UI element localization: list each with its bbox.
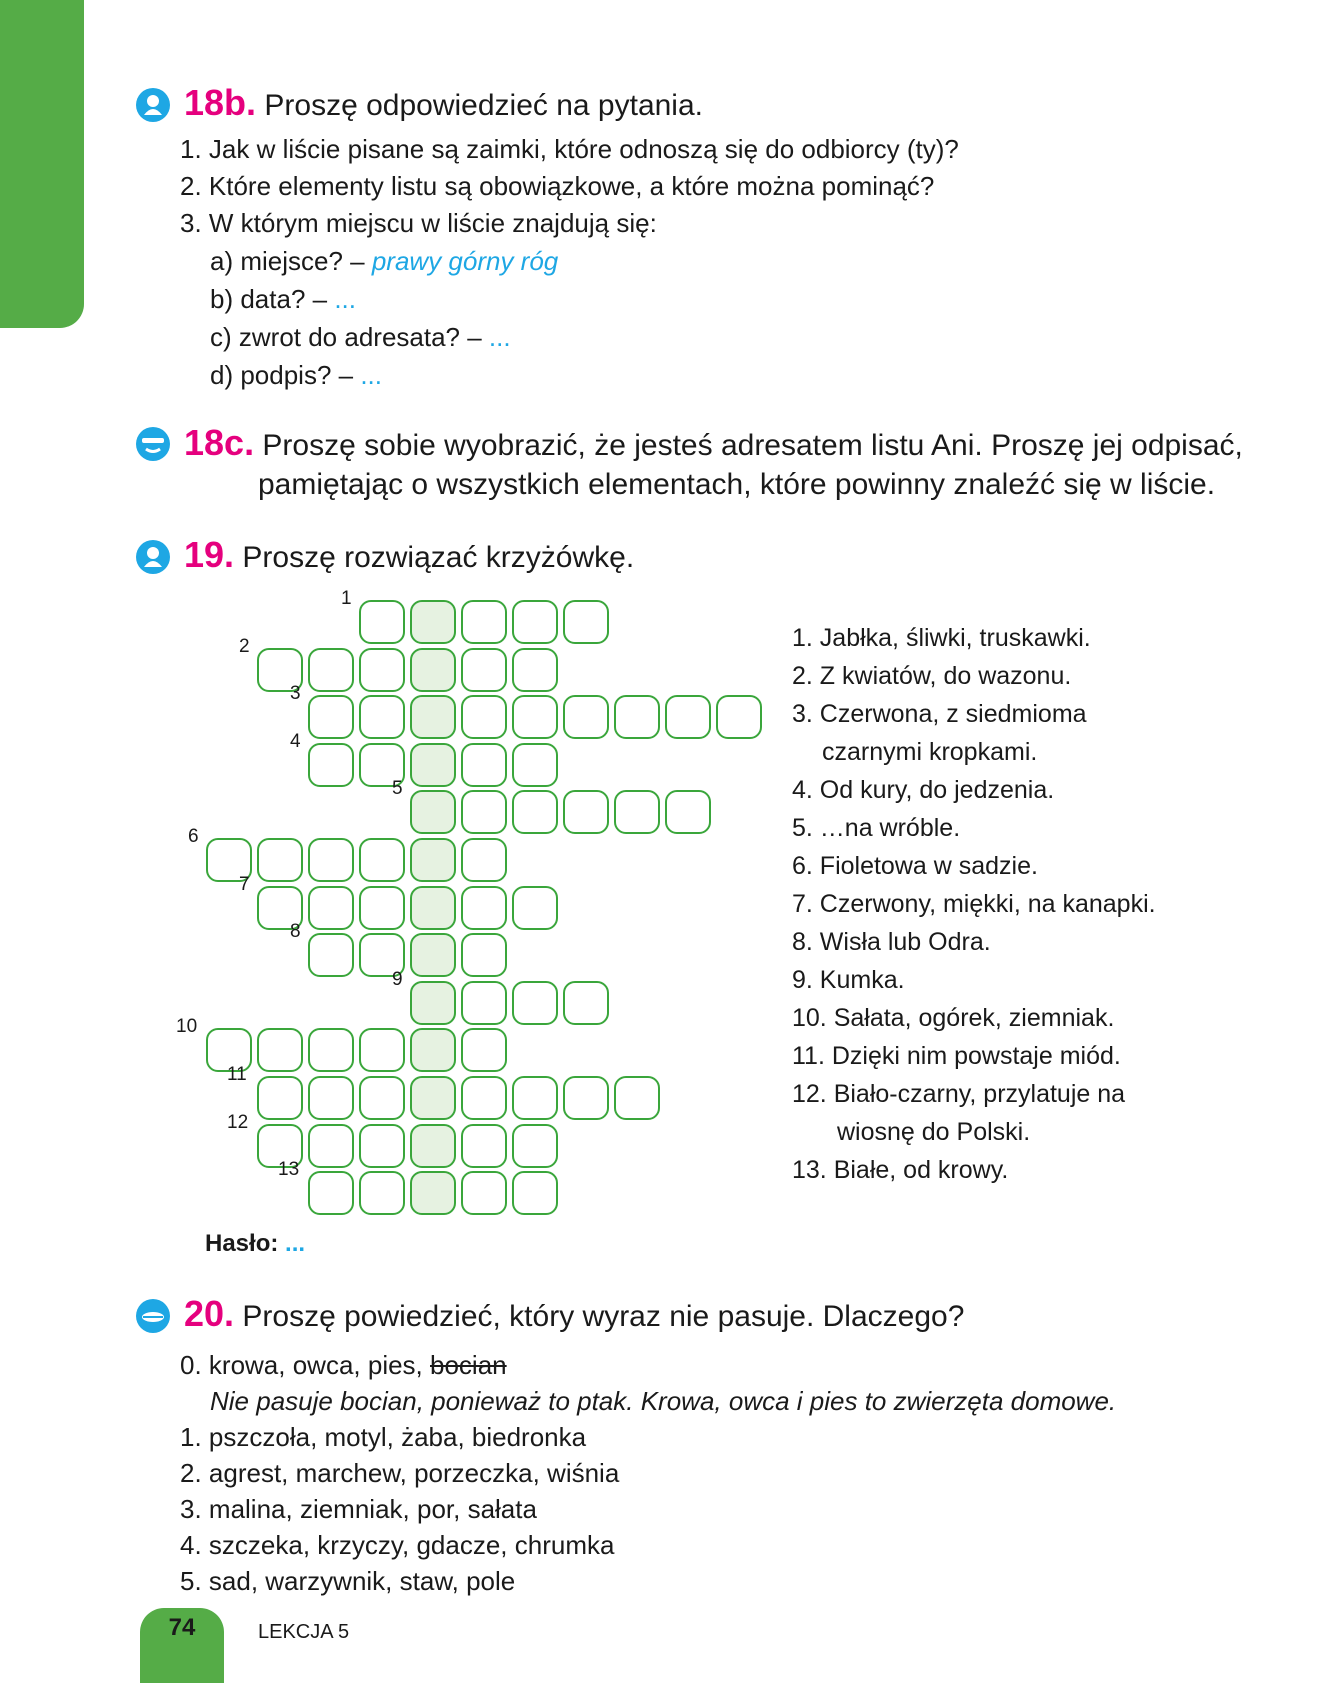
example-answer: Nie pasuje bocian, ponieważ to ptak. Krowa, owca i pies to zwierzęta domowe. xyxy=(210,1386,1117,1416)
crossword-cell[interactable] xyxy=(512,790,558,834)
item-2: 2. agrest, marchew, porzeczka, wiśnia xyxy=(180,1458,620,1488)
item-4: 4. szczeka, krzyczy, gdacze, chrumka xyxy=(180,1530,615,1560)
crossword-cell[interactable] xyxy=(665,790,711,834)
password-line xyxy=(205,1230,305,1258)
clue-12-cont: wiosnę do Polski. xyxy=(837,1118,1031,1146)
exercise-number: 18b. xyxy=(184,82,257,123)
crossword-key-cell[interactable] xyxy=(410,743,456,787)
clue-number-2: 2 xyxy=(239,636,250,657)
crossword-key-cell[interactable] xyxy=(410,1171,456,1215)
crossword-cell[interactable] xyxy=(614,790,660,834)
crossword-cell[interactable] xyxy=(512,1124,558,1168)
sub-question-c: c) zwrot do adresata? – ... xyxy=(210,322,511,352)
crossword-cell[interactable] xyxy=(308,648,354,692)
exercise-number: 20. xyxy=(184,1293,235,1334)
sub-question-a: a) miejsce? – prawy górny róg xyxy=(210,246,559,276)
crossword-key-cell[interactable] xyxy=(410,1076,456,1120)
sub-question-b: b) data? – ... xyxy=(210,284,356,314)
crossword-cell[interactable] xyxy=(308,695,354,739)
crossword-cell[interactable] xyxy=(512,648,558,692)
clue-number-5: 5 xyxy=(392,778,403,799)
crossword-key-cell[interactable] xyxy=(410,695,456,739)
clue-number-1: 1 xyxy=(341,588,352,609)
crossword-cell[interactable] xyxy=(461,1076,507,1120)
exercise-title: Proszę rozwiązać krzyżówkę. xyxy=(242,541,635,574)
item-3: 3. malina, ziemniak, por, sałata xyxy=(180,1494,537,1524)
clue-11: 11. Dzięki nim powstaje miód. xyxy=(792,1042,1121,1070)
crossword-cell[interactable] xyxy=(461,981,507,1025)
crossword-cell[interactable] xyxy=(257,838,303,882)
crossword-cell[interactable] xyxy=(359,838,405,882)
clue-1: 1. Jabłka, śliwki, truskawki. xyxy=(792,624,1091,652)
clue-number-7: 7 xyxy=(239,874,250,895)
exercise-19-heading xyxy=(184,536,634,577)
clue-number-8: 8 xyxy=(290,921,301,942)
crossword-cell[interactable] xyxy=(308,1076,354,1120)
page-number: 74 xyxy=(168,1614,196,1641)
crossword-cell[interactable] xyxy=(461,743,507,787)
crossword-cell[interactable] xyxy=(716,695,762,739)
speaking-face-icon xyxy=(136,1299,170,1333)
lesson-label: LEKCJA 5 xyxy=(258,1621,350,1643)
exercise-title: Proszę odpowiedzieć na pytania. xyxy=(264,89,703,122)
clue-9: 9. Kumka. xyxy=(792,966,905,994)
exercise-18c-heading xyxy=(184,424,1243,465)
crossword-key-cell[interactable] xyxy=(410,1124,456,1168)
crossword-key-cell[interactable] xyxy=(410,933,456,977)
writing-face-icon xyxy=(136,427,170,461)
crossword-cell[interactable] xyxy=(512,1076,558,1120)
clue-5: 5. …na wróble. xyxy=(792,814,961,842)
crossword-cell[interactable] xyxy=(461,886,507,930)
clue-6: 6. Fioletowa w sadzie. xyxy=(792,852,1038,880)
crossword-cell[interactable] xyxy=(512,695,558,739)
crossword-cell[interactable] xyxy=(359,695,405,739)
password-answer: ... xyxy=(285,1230,306,1257)
reading-person-icon xyxy=(136,540,170,574)
crossword-key-cell[interactable] xyxy=(410,838,456,882)
clue-4: 4. Od kury, do jedzenia. xyxy=(792,776,1055,804)
crossword-cell[interactable] xyxy=(461,1028,507,1072)
clue-12: 12. Biało-czarny, przylatuje na xyxy=(792,1080,1126,1108)
crossword-cell[interactable] xyxy=(359,600,405,644)
question-1: 1. Jak w liście pisane są zaimki, które odnoszą się do odbiorcy (ty)? xyxy=(180,134,959,164)
crossword-cell[interactable] xyxy=(308,1028,354,1072)
exercise-text-line1: Proszę sobie wyobrazić, że jesteś adresatem listu Ani. Proszę jej odpisać, xyxy=(262,429,1243,462)
item-5: 5. sad, warzywnik, staw, pole xyxy=(180,1566,516,1596)
crossword-cell[interactable] xyxy=(359,886,405,930)
crossword-cell[interactable] xyxy=(512,981,558,1025)
crossword-cell[interactable] xyxy=(512,600,558,644)
crossword-cell[interactable] xyxy=(512,743,558,787)
crossword-cell[interactable] xyxy=(359,1076,405,1120)
exercise-number: 19. xyxy=(184,534,235,575)
crossword-cell[interactable] xyxy=(563,790,609,834)
sub-question-d: d) podpis? – ... xyxy=(210,360,382,390)
reading-person-icon xyxy=(136,88,170,122)
clue-number-9: 9 xyxy=(392,969,403,990)
crossword-cell[interactable] xyxy=(308,743,354,787)
crossword-cell[interactable] xyxy=(308,838,354,882)
clue-3: 3. Czerwona, z siedmioma xyxy=(792,700,1087,728)
crossword-cell[interactable] xyxy=(359,1028,405,1072)
exercise-title: Proszę powiedzieć, który wyraz nie pasuje. Dlaczego? xyxy=(242,1300,965,1333)
clue-number-3: 3 xyxy=(290,683,301,704)
crossword-cell[interactable] xyxy=(563,1076,609,1120)
crossword-cell[interactable] xyxy=(461,838,507,882)
crossword-cell[interactable] xyxy=(512,1171,558,1215)
crossword-cell[interactable] xyxy=(563,600,609,644)
exercise-text-line2: pamiętając o wszystkich elementach, które powinny znaleźć się w liście. xyxy=(258,468,1216,501)
crossword-cell[interactable] xyxy=(308,886,354,930)
crossword-key-cell[interactable] xyxy=(410,886,456,930)
crossword-cell[interactable] xyxy=(614,1076,660,1120)
crossword-cell[interactable] xyxy=(359,1171,405,1215)
clue-8: 8. Wisła lub Odra. xyxy=(792,928,991,956)
clue-number-13: 13 xyxy=(278,1159,300,1180)
green-side-tab xyxy=(0,0,84,328)
exercise-number: 18c. xyxy=(184,422,255,463)
crossword-cell[interactable] xyxy=(461,695,507,739)
crossword-cell[interactable] xyxy=(461,1124,507,1168)
crossword-cell[interactable] xyxy=(461,933,507,977)
crossword-cell[interactable] xyxy=(359,648,405,692)
clue-13: 13. Białe, od krowy. xyxy=(792,1156,1009,1184)
password-label: Hasło: xyxy=(205,1230,279,1257)
clue-number-6: 6 xyxy=(188,826,199,847)
crossword-cell[interactable] xyxy=(257,1028,303,1072)
clue-number-12: 12 xyxy=(227,1112,249,1133)
crossword-cell[interactable] xyxy=(461,790,507,834)
clue-number-4: 4 xyxy=(290,731,301,752)
crossword-cell[interactable] xyxy=(359,1124,405,1168)
crossword-cell[interactable] xyxy=(614,695,660,739)
crossword-cell[interactable] xyxy=(665,695,711,739)
crossword-key-cell[interactable] xyxy=(410,648,456,692)
crossword-cell[interactable] xyxy=(563,981,609,1025)
clue-7: 7. Czerwony, miękki, na kanapki. xyxy=(792,890,1156,918)
clue-10: 10. Sałata, ogórek, ziemniak. xyxy=(792,1004,1115,1032)
clue-2: 2. Z kwiatów, do wazonu. xyxy=(792,662,1072,690)
crossword-cell[interactable] xyxy=(308,933,354,977)
example-line: 0. krowa, owca, pies, bocian xyxy=(180,1350,507,1380)
crossword-cell[interactable] xyxy=(461,1171,507,1215)
crossword-cell[interactable] xyxy=(257,1076,303,1120)
clue-number-10: 10 xyxy=(176,1016,198,1037)
exercise-20-heading xyxy=(184,1295,964,1336)
crossword-cell[interactable] xyxy=(461,600,507,644)
crossword-cell[interactable] xyxy=(563,695,609,739)
crossword-cell[interactable] xyxy=(308,1124,354,1168)
clue-number-11: 11 xyxy=(227,1064,247,1085)
crossword-key-cell[interactable] xyxy=(410,981,456,1025)
crossword-cell[interactable] xyxy=(461,648,507,692)
crossword-key-cell[interactable] xyxy=(410,600,456,644)
crossword-key-cell[interactable] xyxy=(410,790,456,834)
question-2: 2. Które elementy listu są obowiązkowe, a które można pominąć? xyxy=(180,171,935,201)
crossword-cell[interactable] xyxy=(512,886,558,930)
exercise-18b-heading xyxy=(184,84,703,125)
struck-word: bocian xyxy=(430,1350,507,1380)
crossword-key-cell[interactable] xyxy=(410,1028,456,1072)
clue-3-cont: czarnymi kropkami. xyxy=(822,738,1038,766)
question-3: 3. W którym miejscu w liście znajdują się: xyxy=(180,208,657,238)
crossword-cell[interactable] xyxy=(308,1171,354,1215)
item-1: 1. pszczoła, motyl, żaba, biedronka xyxy=(180,1422,587,1452)
